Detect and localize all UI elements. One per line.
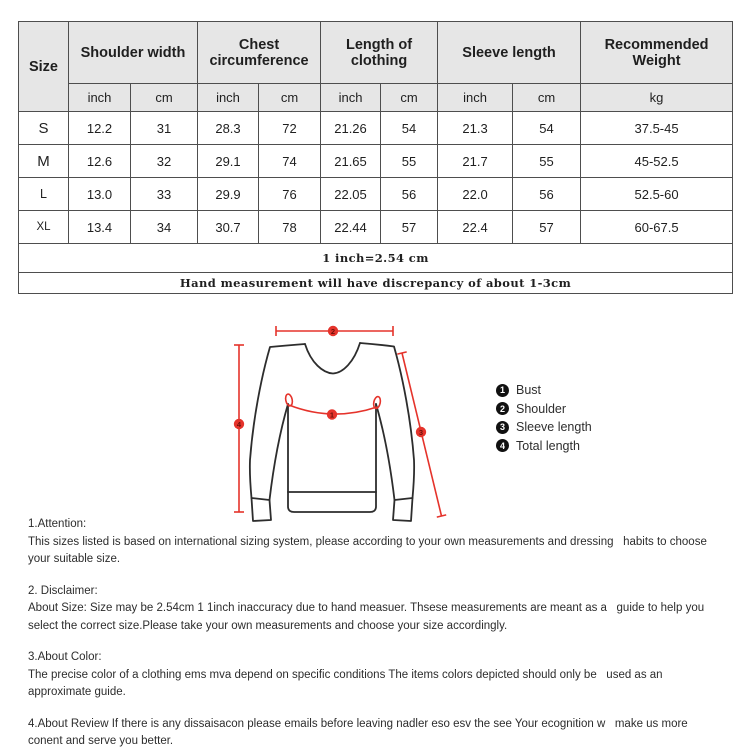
- notes-section: [28, 516, 743, 750]
- cell-value: 13.4: [69, 211, 131, 244]
- unit-shoulder-cm: cm: [131, 84, 198, 112]
- table-footnote-row: [19, 273, 733, 294]
- unit-length-inch: inch: [321, 84, 381, 112]
- cell-value: 12.2: [69, 112, 131, 145]
- cell-value: 57: [513, 211, 581, 244]
- unit-sleeve-inch: inch: [438, 84, 513, 112]
- cell-value: 72: [259, 112, 321, 145]
- note-line: About Size: Size may be 2.54cm 1 1inch inaccuracy due to hand measuer. Thsese measurements are meant as a guide to help you: [28, 602, 705, 614]
- cell-value: 21.65: [321, 145, 381, 178]
- note-line: select the correct size.Please take your own measurements and choose your size accordingly.: [28, 619, 508, 632]
- cell-value: 22.0: [438, 178, 513, 211]
- cell-value: 60-67.5: [581, 211, 733, 244]
- cell-value: 56: [513, 178, 581, 211]
- unit-chest-inch: inch: [198, 84, 259, 112]
- size-label: M: [19, 145, 69, 178]
- cell-value: 55: [513, 145, 581, 178]
- table-unit-row: [19, 84, 733, 112]
- legend-number-badge: 2: [496, 402, 509, 415]
- unit-chest-cm: cm: [259, 84, 321, 112]
- table-row-l: [19, 178, 733, 211]
- size-label: S: [19, 112, 69, 145]
- note-about-review: [28, 716, 743, 750]
- legend-label: Total length: [516, 438, 580, 453]
- legend-number-badge: 1: [496, 384, 509, 397]
- cell-value: 52.5-60: [581, 178, 733, 211]
- note-line: This sizes listed is based on international sizing system, please according to your own measurements and dressing habits to choose: [28, 535, 707, 548]
- size-chart-table: [18, 21, 733, 294]
- cell-value: 74: [259, 145, 321, 178]
- note-title: 1.Attention:: [28, 518, 87, 530]
- cell-value: 30.7: [198, 211, 259, 244]
- legend-item-shoulder: [496, 400, 592, 419]
- col-header-recommended-weight: Recommended Weight: [581, 22, 733, 84]
- cell-value: 54: [381, 112, 438, 145]
- cell-value: 76: [259, 178, 321, 211]
- legend-label: Bust: [516, 383, 542, 398]
- note-title: 2. Disclaimer:: [28, 584, 98, 597]
- cell-value: 29.9: [198, 178, 259, 211]
- table-footnote-row: [19, 244, 733, 273]
- measurement-lines: [234, 326, 446, 517]
- cell-value: 57: [381, 211, 438, 244]
- legend-item-bust: [496, 381, 592, 400]
- footnote-inch-conversion: 1 inch=2.54 cm: [19, 244, 733, 273]
- cell-value: 21.7: [438, 145, 513, 178]
- table-row-s: [19, 112, 733, 145]
- marker-sleeve-number: 3: [418, 427, 424, 437]
- unit-weight-kg: kg: [581, 84, 733, 112]
- cell-value: 13.0: [69, 178, 131, 211]
- col-header-size: Size: [19, 22, 69, 112]
- cell-value: 22.4: [438, 211, 513, 244]
- col-header-sleeve-length: Sleeve length: [438, 22, 581, 84]
- cell-value: 32: [131, 145, 198, 178]
- cell-value: 21.26: [321, 112, 381, 145]
- col-header-chest-circumference: Chest circumference: [198, 22, 321, 84]
- note-line: conent and serve you better.: [28, 735, 174, 747]
- cell-value: 54: [513, 112, 581, 145]
- note-line: your suitable size.: [28, 553, 121, 565]
- col-header-shoulder-width: Shoulder width: [69, 22, 198, 84]
- cell-value: 22.44: [321, 211, 381, 244]
- legend-number-badge: 4: [496, 439, 509, 452]
- marker-total-length-number: 4: [236, 419, 242, 429]
- note-line: approximate guide.: [28, 686, 126, 698]
- unit-shoulder-inch: inch: [69, 84, 131, 112]
- unit-length-cm: cm: [381, 84, 438, 112]
- col-header-length-of-clothing: Length of clothing: [321, 22, 438, 84]
- cell-value: 45-52.5: [581, 145, 733, 178]
- legend-item-total-length: [496, 437, 592, 456]
- cell-value: 78: [259, 211, 321, 244]
- note-disclaimer: [28, 583, 743, 636]
- table-row-m: [19, 145, 733, 178]
- cell-value: 56: [381, 178, 438, 211]
- sweater-outline-icon: [250, 343, 414, 521]
- note-title: 3.About Color:: [28, 651, 102, 663]
- cell-value: 37.5-45: [581, 112, 733, 145]
- legend-label: Shoulder: [516, 401, 567, 416]
- table-row-xl: [19, 211, 733, 244]
- cell-value: 28.3: [198, 112, 259, 145]
- measurement-markers: [234, 326, 426, 437]
- cell-value: 34: [131, 211, 198, 244]
- note-line: 4.About Review If there is any dissaisacon please emails before leaving nadler eso esv the see Your ecognition w make us more: [28, 717, 688, 730]
- legend-number-badge: 3: [496, 421, 509, 434]
- cell-value: 12.6: [69, 145, 131, 178]
- unit-sleeve-cm: cm: [513, 84, 581, 112]
- measurement-legend: [496, 381, 592, 455]
- cell-value: 21.3: [438, 112, 513, 145]
- marker-shoulder-number: 2: [330, 326, 336, 336]
- footnote-hand-measurement: Hand measurement will have discrepancy of about 1-3cm: [19, 273, 733, 294]
- cell-value: 33: [131, 178, 198, 211]
- cell-value: 22.05: [321, 178, 381, 211]
- legend-label: Sleeve length: [516, 420, 592, 435]
- legend-item-sleeve-length: [496, 418, 592, 437]
- size-label: XL: [19, 211, 69, 244]
- sweater-measurement-diagram: [220, 310, 480, 530]
- note-attention: [28, 516, 743, 569]
- size-label: L: [19, 178, 69, 211]
- cell-value: 55: [381, 145, 438, 178]
- cell-value: 31: [131, 112, 198, 145]
- table-header-row: [19, 22, 733, 84]
- cell-value: 29.1: [198, 145, 259, 178]
- marker-bust-number: 1: [329, 410, 335, 420]
- note-about-color: [28, 649, 743, 702]
- note-line: The precise color of a clothing ems mva depend on specific conditions The items colors depicted should only be used as an: [28, 668, 663, 681]
